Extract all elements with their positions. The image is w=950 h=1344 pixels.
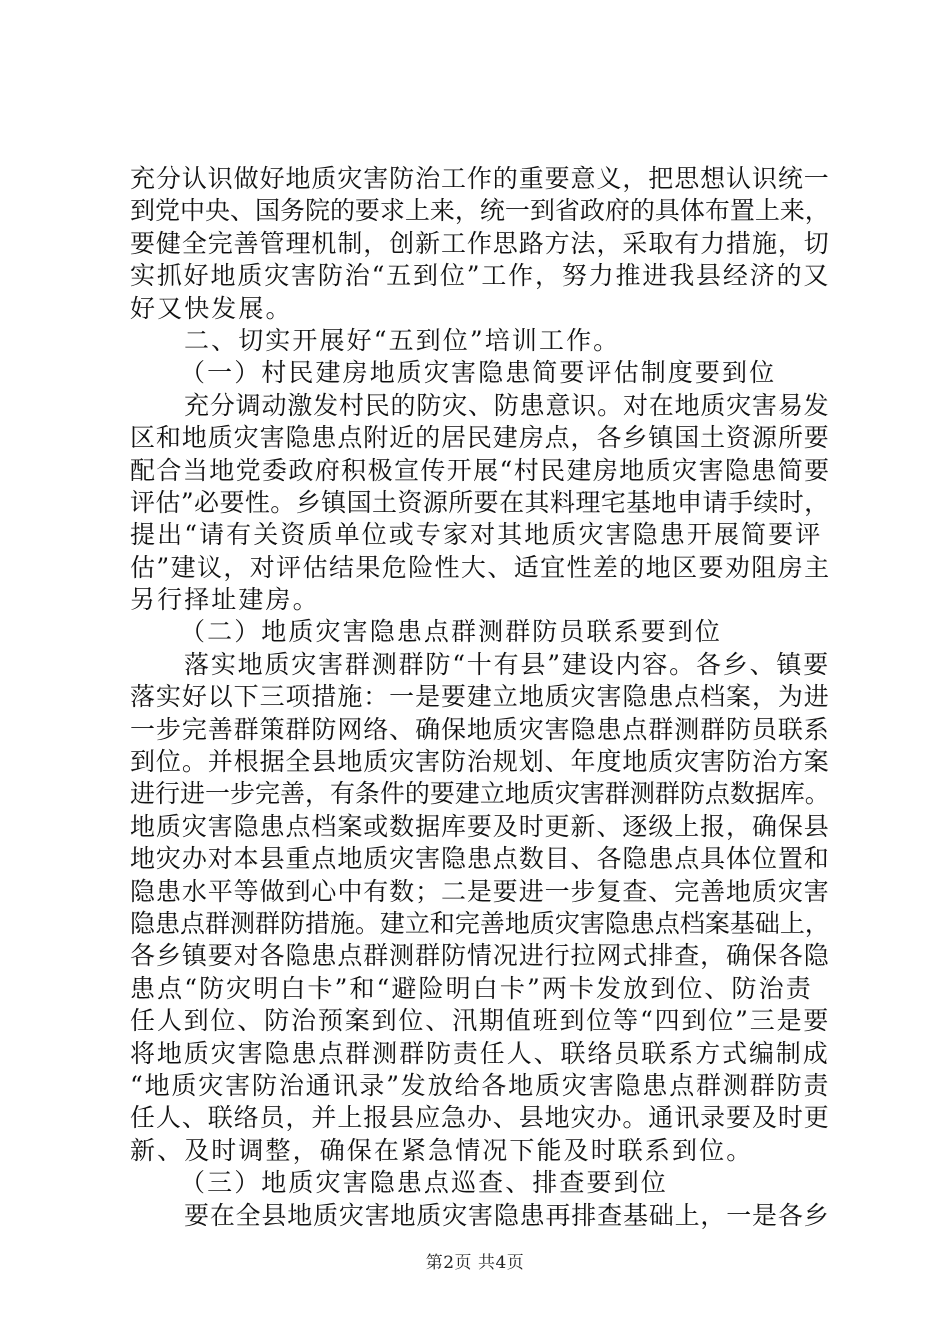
text-line: 另行择址建房。 (130, 585, 320, 615)
text-line: 实抓好地质灾害防治“五到位”工作，努力推进我县经济的又 (130, 261, 831, 291)
document-body (130, 163, 830, 1232)
text-line: 任人、联络员，并上报县应急办、县地灾办。通讯录要及时更 (130, 1103, 830, 1133)
text-line: 任人到位、防治预案到位、汛期值班到位等“四到位”三是要 (130, 1006, 831, 1036)
text-line: （二）地质灾害隐患点群测群防员联系要到位 (180, 617, 723, 647)
text-line: 落实好以下三项措施：一是要建立地质灾害隐患点档案，为进 (130, 682, 830, 712)
text-line: 地灾办对本县重点地质灾害隐患点数目、各隐患点具体位置和 (130, 844, 830, 874)
text-line: 要健全完善管理机制，创新工作思路方法，采取有力措施，切 (130, 228, 830, 258)
text-line: 评估”必要性。乡镇国土资源所要在其料理宅基地申请手续时， (130, 487, 830, 517)
text-line: 配合当地党委政府积极宣传开展“村民建房地质灾害隐患简要 (130, 455, 831, 485)
text-line: 隐患点群测群防措施。建立和完善地质灾害隐患点档案基础上， (130, 908, 830, 938)
text-line: 隐患水平等做到心中有数；二是要进一步复查、完善地质灾害 (130, 876, 830, 906)
text-line: 二、切实开展好“五到位”培训工作。 (184, 325, 621, 355)
text-line: 进行进一步完善，有条件的要建立地质灾害群测群防点数据库。 (130, 779, 830, 809)
text-line: 患点“防灾明白卡”和“避险明白卡”两卡发放到位、防治责 (130, 973, 813, 1003)
text-line: （三）地质灾害隐患点巡查、排查要到位 (180, 1168, 668, 1198)
text-line: 地质灾害隐患点档案或数据库要及时更新、逐级上报，确保县 (130, 811, 830, 841)
text-line: 到党中央、国务院的要求上来，统一到省政府的具体布置上来， (130, 196, 830, 226)
text-line: 充分认识做好地质灾害防治工作的重要意义，把思想认识统一 (130, 164, 830, 193)
text-line: 各乡镇要对各隐患点群测群防情况进行拉网式排查，确保各隐 (130, 941, 830, 971)
text-line: “地质灾害防治通讯录”发放给各地质灾害隐患点群测群防责 (130, 1070, 831, 1100)
text-line: 一步完善群策群防网络、确保地质灾害隐患点群测群防员联系 (130, 714, 830, 744)
text-line: 充分调动激发村民的防灾、防患意识。对在地质灾害易发 (184, 390, 830, 420)
text-line: 将地质灾害隐患点群测群防责任人、联络员联系方式编制成 (130, 1038, 830, 1068)
text-line: 提出“请有关资质单位或专家对其地质灾害隐患开展简要评 (130, 520, 823, 550)
text-line: 区和地质灾害隐患点附近的居民建房点，各乡镇国土资源所要 (130, 423, 830, 453)
text-line: 新、及时调整，确保在紧急情况下能及时联系到位。 (130, 1135, 754, 1165)
text-line: 落实地质灾害群测群防“十有县”建设内容。各乡、镇要 (184, 649, 831, 679)
text-line: 要在全县地质灾害地质灾害隐患再排查基础上，一是各乡 (184, 1200, 830, 1230)
text-line: 好又快发展。 (130, 293, 293, 323)
text-line: （一）村民建房地质灾害隐患简要评估制度要到位 (180, 358, 777, 388)
page-footer: 第2页 共4页 (425, 1253, 525, 1273)
text-line: 估”建议，对评估结果危险性大、适宜性差的地区要劝阻房主 (130, 552, 831, 582)
text-line: 到位。并根据全县地质灾害防治规划、年度地质灾害防治方案 (130, 747, 830, 777)
